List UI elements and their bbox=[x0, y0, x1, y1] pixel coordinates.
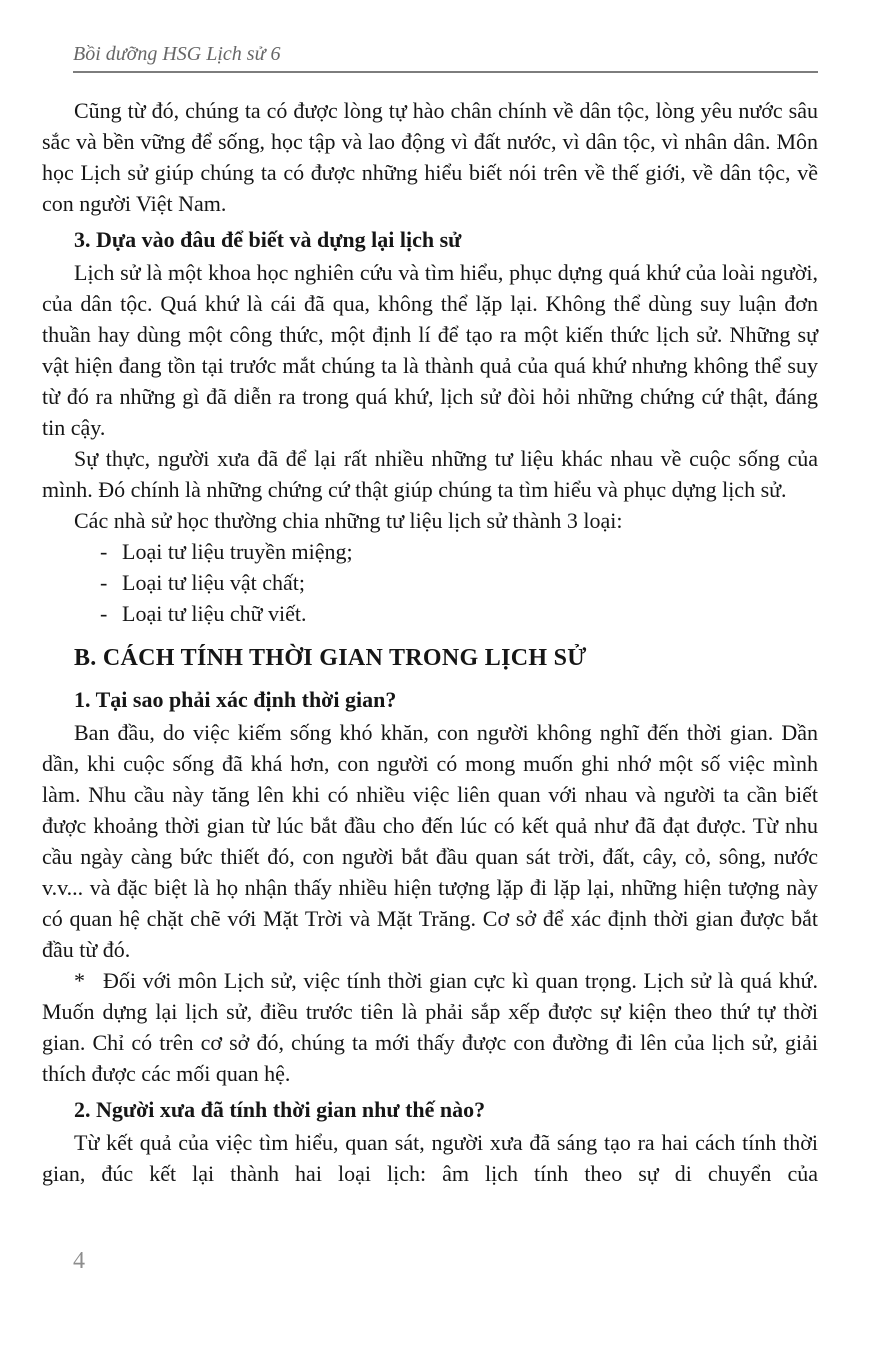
paragraph-su-thuc-tu-lieu: Sự thực, người xưa đã để lại rất nhiều những tư liệu khác nhau về cuộc sống của mình. Đó chính là những chứng cứ thật giúp chúng ta tìm hiểu và phục dựng lịch sử. bbox=[42, 446, 818, 502]
list-item-truyen-mieng bbox=[42, 536, 818, 567]
section-heading-b-cach-tinh-thoi-gian: B. CÁCH TÍNH THỜI GIAN TRONG LỊCH SỬ bbox=[74, 645, 587, 671]
running-header-title: Bồi dưỡng HSG Lịch sử 6 bbox=[73, 43, 281, 65]
list-item-vat-chat bbox=[42, 567, 818, 598]
paragraph-star-tinh-thoi-gian bbox=[42, 965, 818, 1089]
running-header bbox=[73, 42, 818, 73]
list-item-text: Loại tư liệu truyền miệng; bbox=[122, 539, 353, 564]
heading-1-tai-sao-xac-dinh-thoi-gian: 1. Tại sao phải xác định thời gian? bbox=[74, 687, 397, 712]
page-body bbox=[42, 95, 818, 1189]
paragraph-chia-tu-lieu: Các nhà sử học thường chia những tư liệu lịch sử thành 3 loại: bbox=[74, 508, 623, 533]
list-item-text: Loại tư liệu chữ viết. bbox=[122, 601, 307, 626]
dash-bullet: - bbox=[100, 570, 108, 595]
tu-lieu-list bbox=[42, 536, 818, 629]
heading-2-nguoi-xua-tinh-thoi-gian: 2. Người xưa đã tính thời gian như thế nào? bbox=[74, 1097, 486, 1122]
list-item-text: Loại tư liệu vật chất; bbox=[122, 570, 305, 595]
dash-bullet: - bbox=[100, 539, 108, 564]
paragraph-intro-pride: Cũng từ đó, chúng ta có được lòng tự hào chân chính về dân tộc, lòng yêu nước sâu sắc và bền vững để sống, học tập và lao động vì đất nước, vì dân tộc, vì nhân dân. Môn học Lịch sử giúp chúng ta có được những hiểu biết nói trên về thế giới, về dân tộc, về con người Việt Nam. bbox=[42, 98, 818, 216]
dash-bullet: - bbox=[100, 601, 108, 626]
heading-3-dua-vao-dau: 3. Dựa vào đâu để biết và dựng lại lịch sử bbox=[74, 227, 462, 252]
page-number: 4 bbox=[73, 1248, 85, 1274]
paragraph-star-text: Đối với môn Lịch sử, việc tính thời gian cực kì quan trọng. Lịch sử là quá khứ. Muốn dựng lại lịch sử, điều trước tiên là phải sắp xếp được sự kiện theo thứ tự thời gian. Chỉ có trên cơ sở đó, chúng ta mới thấy được con đường đi lên của lịch sử, giải thích được các mối quan hệ. bbox=[42, 968, 818, 1086]
list-item-chu-viet bbox=[42, 598, 818, 629]
paragraph-tu-ket-qua: Từ kết quả của việc tìm hiểu, quan sát, người xưa đã sáng tạo ra hai cách tính thời gian, đúc kết lại thành hai loại lịch: âm lịch tính theo sự di chuyển của bbox=[42, 1130, 818, 1186]
asterisk-marker: * bbox=[74, 968, 85, 993]
paragraph-lich-su-khoa-hoc: Lịch sử là một khoa học nghiên cứu và tìm hiểu, phục dựng quá khứ của loài người, của dân tộc. Quá khứ là cái đã qua, không thể lặp lại. Không thể dùng suy luận đơn thuần hay dùng một công thức, một định lí để tạo ra một kiến thức lịch sử. Những sự vật hiện đang tồn tại trước mắt chúng ta là thành quả của quá khứ nhưng không thể suy từ đó ra những gì đã diễn ra trong quá khứ, lịch sử đòi hỏi những chứng cứ thật, đáng tin cậy. bbox=[42, 260, 818, 440]
paragraph-ban-dau-kiem-song: Ban đầu, do việc kiếm sống khó khăn, con người không nghĩ đến thời gian. Dần dần, khi cuộc sống đã khá hơn, con người có mong muốn ghi nhớ một số việc mình làm. Nhu cầu này tăng lên khi có nhiều việc liên quan với nhau và người ta cần biết được khoảng thời gian từ lúc bắt đầu cho đến lúc có kết quả như đã đạt được. Từ nhu cầu ngày càng bức thiết đó, con người bắt đầu quan sát trời, đất, cây, cỏ, sông, nước v.v... và đặc biệt là họ nhận thấy nhiều hiện tượng lặp đi lặp lại, những hiện tượng này có quan hệ chặt chẽ với Mặt Trời và Mặt Trăng. Cơ sở để xác định thời gian được bắt đầu từ đó. bbox=[42, 720, 818, 962]
